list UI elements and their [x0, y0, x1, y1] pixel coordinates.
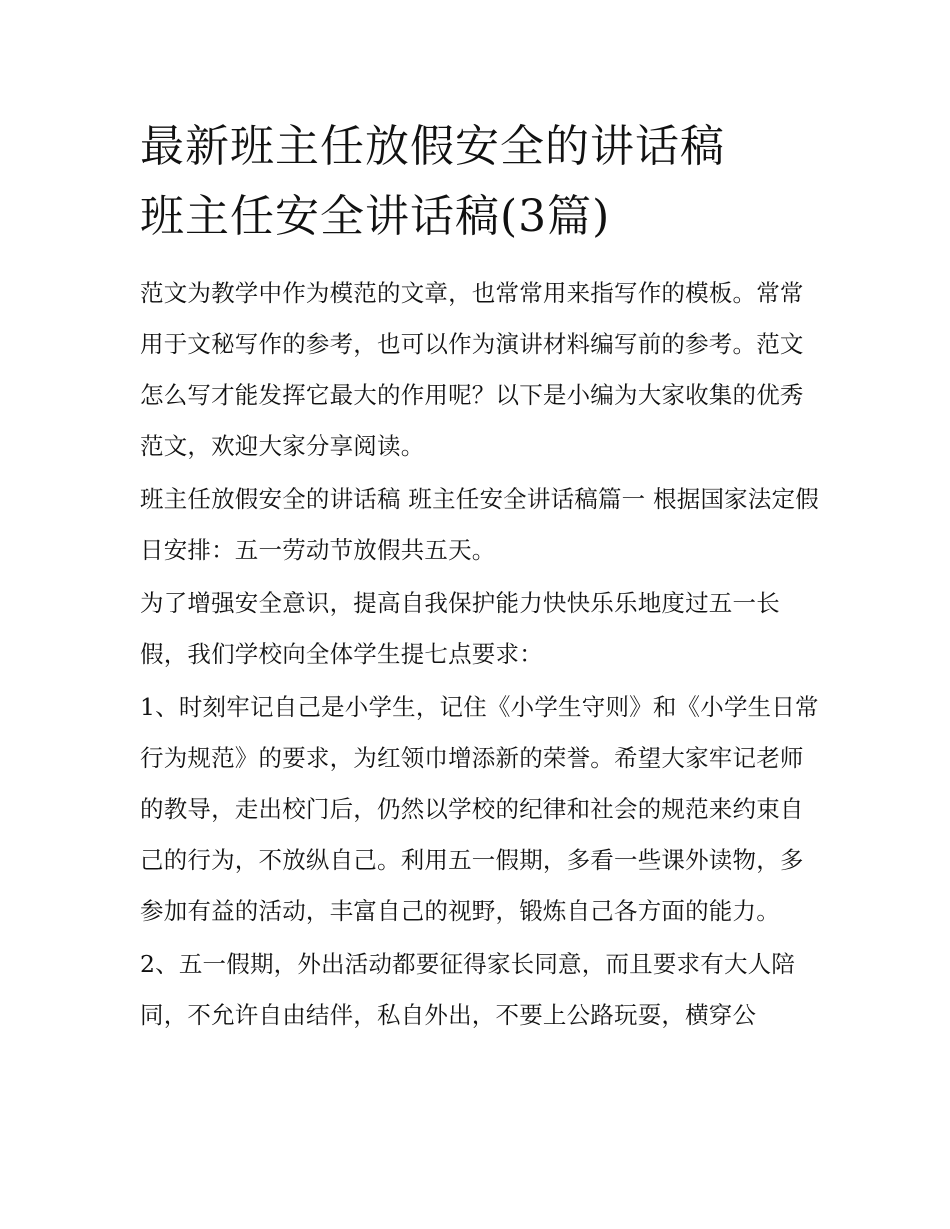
- requirements-intro-paragraph: 为了增强安全意识，提高自我保护能力快快乐乐地度过五一长假，我们学校向全体学生提七点要求：: [140, 589, 780, 668]
- title-line-2: 班主任安全讲话稿(3篇): [140, 191, 611, 242]
- document-body: [140, 112, 820, 1043]
- requirement-item-1: 1、时刻牢记自己是小学生，记住《小学生守则》和《小学生日常行为规范》的要求，为红领巾增添新的荣誉。希望大家牢记老师的教导，走出校门后，仍然以学校的纪律和社会的规范来约束自己的行为，不放纵自己。利用五一假期，多看一些课外读物，多参加有益的活动，丰富自己的视野，锻炼自己各方面的能力。: [140, 693, 819, 925]
- intro-paragraph: 范文为教学中作为模范的文章，也常常用来指写作的模板。常常用于文秘写作的参考，也可以作为演讲材料编写前的参考。范文怎么写才能发挥它最大的作用呢？以下是小编为大家收集的优秀范文，欢迎大家分享阅读。: [140, 279, 804, 460]
- title-line-1: 最新班主任放假安全的讲话稿: [140, 121, 725, 172]
- document-title: [140, 112, 820, 252]
- requirement-item-2: 2、五一假期，外出活动都要征得家长同意，而且要求有大人陪同，不允许自由结伴，私自外出，不要上公路玩耍，横穿公: [140, 950, 796, 1029]
- section-heading-paragraph: 班主任放假安全的讲话稿 班主任安全讲话稿篇一 根据国家法定假日安排：五一劳动节放假共五天。: [140, 485, 819, 564]
